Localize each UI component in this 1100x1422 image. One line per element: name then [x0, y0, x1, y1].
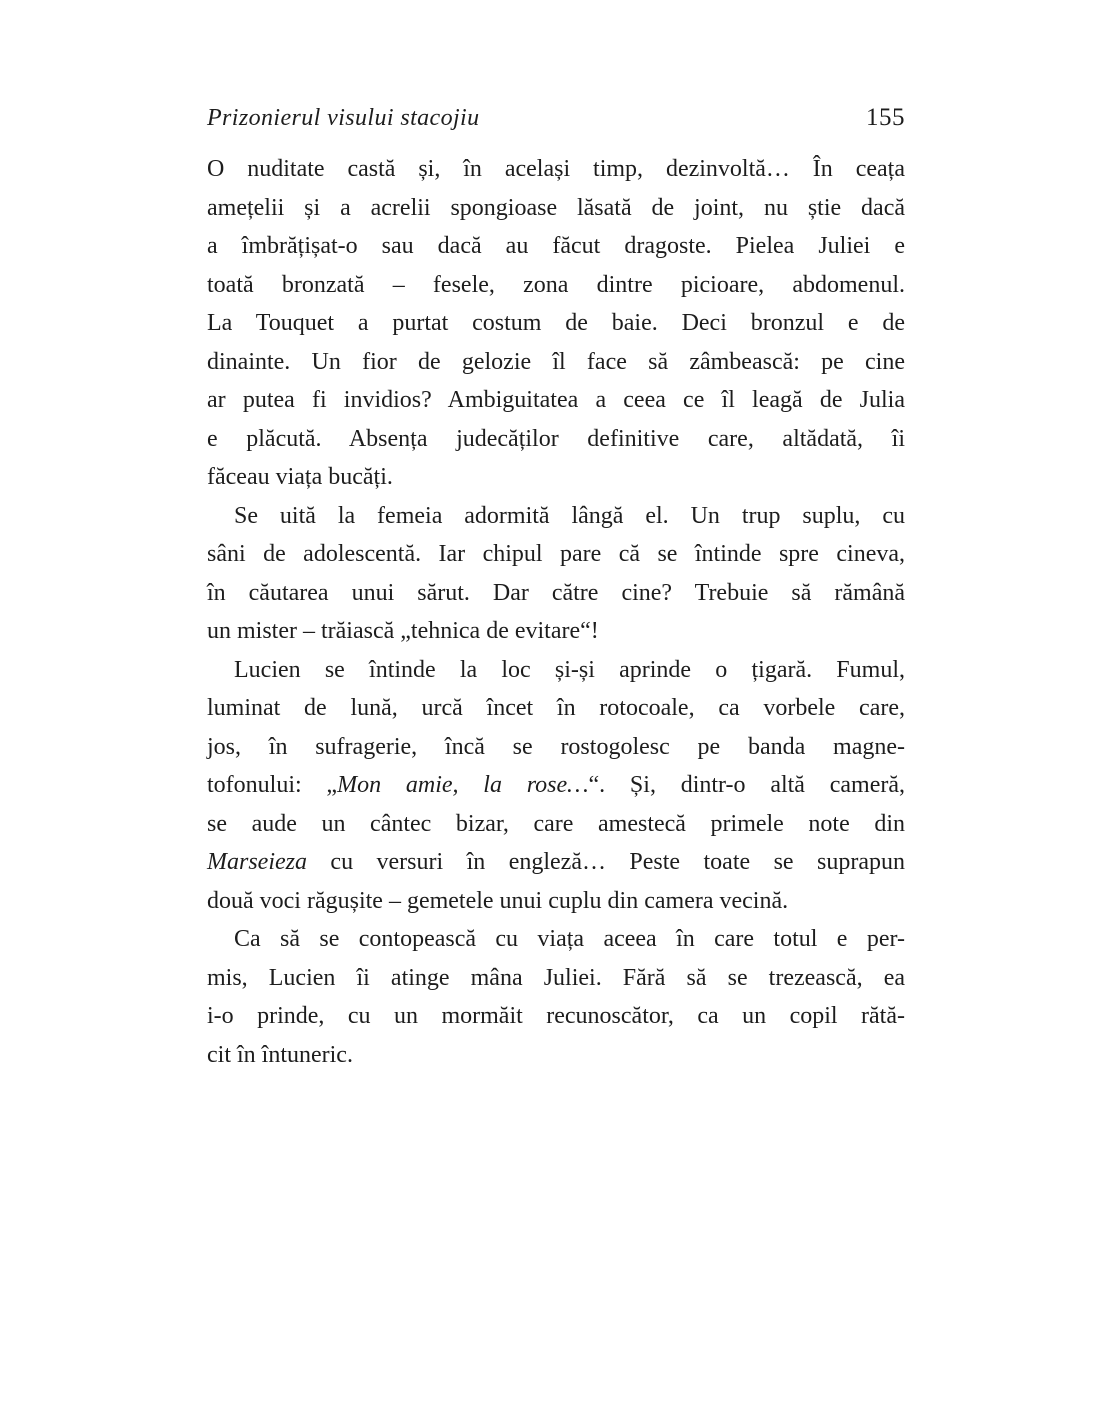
text-run: Se uită la femeia adormită lângă el. Un trup suplu, cu	[234, 502, 905, 529]
text-line	[207, 882, 905, 921]
text-line	[207, 805, 905, 844]
text-run: tofonului: „	[207, 772, 338, 798]
text-line	[207, 766, 905, 805]
italic-text-run: Marseieza	[207, 849, 307, 875]
text-line	[207, 728, 905, 767]
text-run: e plăcută. Absența judecăților definitive care, altădată, îi	[207, 425, 905, 452]
page-number: 155	[866, 104, 905, 131]
text-line	[207, 458, 905, 497]
text-run: sâni de adolescentă. Iar chipul pare că se întinde spre cineva,	[207, 541, 905, 567]
text-line	[207, 997, 905, 1036]
text-run: toată bronzată – fesele, zona dintre picioare, abdomenul.	[207, 271, 905, 298]
text-line	[207, 843, 905, 882]
text-line	[207, 189, 905, 228]
text-run: jos, în sufragerie, încă se rostogolesc pe banda magne-	[207, 733, 905, 760]
text-run: se aude un cântec bizar, care amestecă primele note din	[207, 810, 905, 837]
text-run: La Touquet a purtat costum de baie. Deci bronzul e de	[207, 310, 905, 336]
text-run: un mister – trăiască „tehnica de evitare“!	[207, 618, 599, 644]
text-line	[207, 959, 905, 998]
italic-text-run: Mon amie, la rose…	[337, 772, 589, 798]
text-line	[207, 574, 905, 613]
text-run: “. Și, dintr-o altă cameră,	[588, 772, 905, 798]
text-line	[207, 304, 905, 343]
paragraph	[207, 651, 905, 921]
text-run: cit în întuneric.	[207, 1041, 353, 1068]
text-line	[207, 497, 905, 536]
text-run: amețelii și a acrelii spongioase lăsată de joint, nu știe dacă	[207, 194, 905, 221]
running-title: Prizonierul visului stacojiu	[207, 105, 480, 131]
text-line	[207, 343, 905, 382]
text-run: dinainte. Un fior de gelozie îl face să zâmbească: pe cine	[207, 348, 905, 375]
text-line	[207, 535, 905, 574]
text-run: în căutarea unui sărut. Dar către cine? Trebuie să rămână	[207, 579, 905, 606]
text-line	[207, 1036, 905, 1075]
text-run: ar putea fi invidios? Ambiguitatea a ceea ce îl leagă de Julia	[207, 387, 905, 413]
text-run: Ca să se contopească cu viața aceea în care totul e per-	[234, 926, 905, 952]
text-line	[207, 420, 905, 459]
text-run: făceau viața bucăți.	[207, 464, 393, 490]
text-line	[207, 227, 905, 266]
paragraph	[207, 920, 905, 1074]
paragraph	[207, 497, 905, 651]
text-line	[207, 920, 905, 959]
text-run: două voci răgușite – gemetele unui cuplu din camera vecină.	[207, 887, 789, 914]
text-line	[207, 651, 905, 690]
text-line	[207, 266, 905, 305]
text-run: a îmbrățișat-o sau dacă au făcut dragoste. Pielea Juliei e	[207, 233, 905, 259]
paragraph	[207, 150, 905, 497]
text-run: Lucien se întinde la loc și-și aprinde o țigară. Fumul,	[234, 656, 905, 683]
text-run: i-o prinde, cu un mormăit recunoscător, ca un copil rătă-	[207, 1003, 905, 1029]
text-run: luminat de lună, urcă încet în rotocoale, ca vorbele care,	[207, 695, 905, 721]
text-line	[207, 381, 905, 420]
text-line	[207, 150, 905, 189]
text-run: O nuditate castă și, în același timp, dezinvoltă… În ceața	[207, 156, 905, 182]
body-text	[207, 150, 905, 1074]
text-line	[207, 612, 905, 651]
text-run: mis, Lucien îi atinge mâna Juliei. Fără să se trezească, ea	[207, 964, 905, 991]
text-line	[207, 689, 905, 728]
text-run: cu versuri în engleză… Peste toate se suprapun	[306, 849, 905, 875]
page-header	[207, 104, 905, 132]
